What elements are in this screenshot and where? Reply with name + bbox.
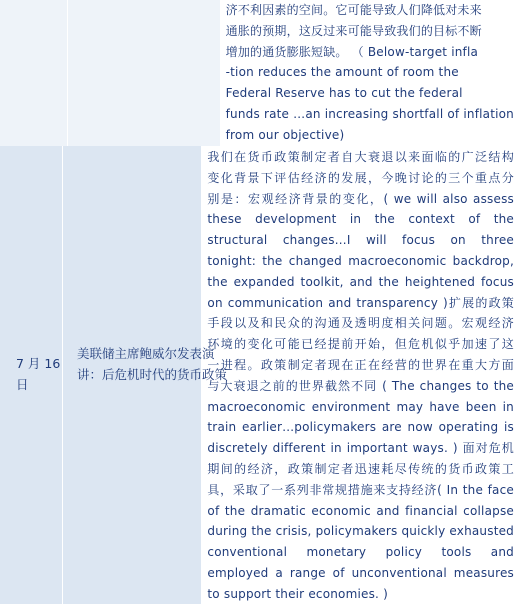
content-line: 增加的通货膨胀短缺。 （ Below-target infla (225, 44, 479, 59)
table-row-continuation (0, 0, 518, 146)
content-line: 手段以及和民众的沟通及透明度相关问题。宏观经济 (207, 316, 514, 331)
content-line: on communication and transparency )扩展的政策 (207, 295, 514, 310)
content-lines (207, 146, 514, 605)
content-line: 别是：宏观经济背景的变化，( we will also assess (207, 191, 514, 206)
content-line: macroeconomic environment may have been in (207, 399, 514, 414)
content-line: structural changes…I will focus on three (207, 233, 514, 248)
content-line: 具，采取了一系列非常规措施来支持经济( In the face (207, 482, 514, 497)
content-line: Federal Reserve has to cut the federal (225, 86, 463, 101)
date-label: 7 月 16 日 (16, 356, 61, 392)
content-line: of the dramatic economic and financial collapse (207, 503, 514, 518)
content-line: 通胀的预期，这反过来可能导致我们的目标不断 (225, 23, 482, 38)
content-line: 期间的经济，政策制定者迅速耗尽传统的货币政策工 (207, 461, 514, 476)
content-line: 环境的变化可能已经提前开始，但危机似乎加速了这 (207, 337, 514, 352)
content-line: -tion reduces the amount of room the (225, 65, 459, 80)
content-line: conventional monetary policy tools and (207, 545, 514, 560)
content-line: these development in the context of the (207, 212, 514, 227)
content-line: from our objective) (225, 127, 345, 142)
content-line: discretely different in important ways. ) 面对危机 (207, 441, 514, 456)
content-lines (226, 0, 514, 146)
date-cell-empty (0, 0, 67, 146)
event-cell-empty (67, 0, 219, 146)
content-line: the expanded toolkit, and the heightened focus (207, 274, 514, 289)
content-line: to support their economies. ) (207, 586, 388, 601)
content-line: 我们在货币政策制定者自大衰退以来面临的广泛结构 (207, 150, 514, 164)
content-line: train earlier…policymakers are now operating is (207, 420, 514, 435)
content-line: 一进程。政策制定者现在正在经营的世界在重大方面 (207, 357, 514, 372)
event-title: 美联储主席鲍威尔发表演讲：后危机时代的货币政策 (77, 346, 228, 382)
content-line: funds rate …an increasing shortfall of inflation (225, 106, 514, 121)
content-line: tonight: the changed macroeconomic backdrop, (207, 253, 514, 268)
content-line: 济不利因素的空间。它可能导致人们降低对未来 (225, 3, 482, 17)
content-cell (220, 0, 518, 146)
content-line: employed a range of unconventional measures (207, 565, 514, 580)
content-cell (201, 146, 518, 604)
content-line: 与大衰退之前的世界截然不同 ( The changes to the (207, 378, 514, 393)
content-line: 变化背景下评估经济的发展，今晚讨论的三个重点分 (207, 170, 514, 185)
content-line: during the crisis, policymakers quickly exhausted (207, 524, 514, 539)
